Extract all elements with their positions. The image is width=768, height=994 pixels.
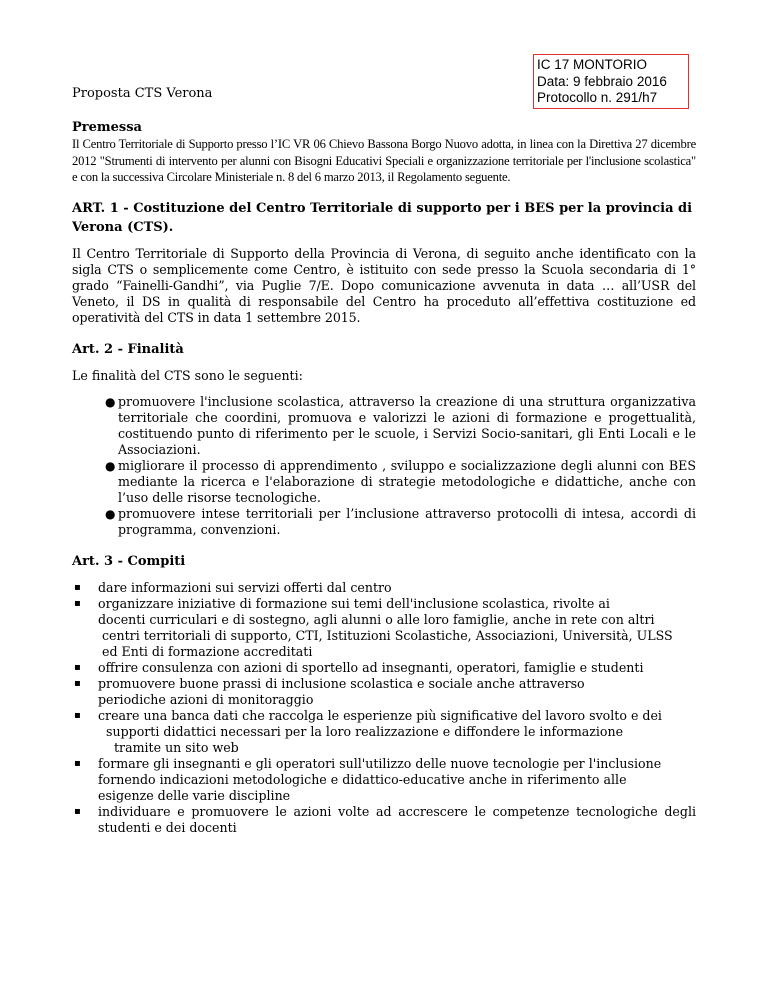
compiti-list (72, 580, 696, 836)
list-item: ▪ dare informazioni sui servizi offerti dal centro (74, 579, 392, 595)
stamp-school: IC 17 MONTORIO (537, 57, 648, 72)
art1-text: Il Centro Territoriale di Supporto della Provincia di Verona, di seguito anche identificato con la sigla CTS o semplicemente come Centro, è istituito con sede presso la Scuola secondaria di 1° grado “Fainelli-Gandhi”, via Puglie 7/E. Dopo comunicazione avvenuta in data … all’USR del Veneto, il DS in qualità di responsabile del Centro ha proceduto all’effettiva costituzione ed operatività del CTS in data 1 settembre 2015. (72, 245, 696, 325)
finalita-list (72, 394, 696, 538)
list-item: ▪ individuare e promuovere le azioni volte ad accrescere le competenze tecnologiche degli studenti e dei docenti (74, 803, 696, 835)
list-item: ▪ creare una banca dati che raccolga le esperienze più significative del lavoro svolto e dei supporti didattici necessari per la loro realizzazione e diffondere le informazione tramite un sito web (74, 707, 662, 755)
bullet-icon: ▪ (74, 757, 81, 769)
list-item: ● promuovere intese territoriali per l’inclusione attraverso protocolli di intesa, accordi di programma, convenzioni. (105, 505, 696, 537)
art3-title: Art. 3 - Compiti (72, 553, 186, 569)
bullet-icon: ▪ (74, 709, 81, 721)
bullet-icon: ▪ (74, 661, 81, 673)
art1-title: ART. 1 - Costituzione del Centro Territoriale di supporto per i BES per la provincia di Verona (CTS). (72, 200, 693, 235)
bullet-icon: ● (105, 458, 116, 473)
list-item: ▪ promuovere buone prassi di inclusione scolastica e sociale anche attraverso periodiche azioni di monitoraggio (74, 675, 585, 707)
proposal-heading: Proposta CTS Verona (72, 86, 213, 101)
bullet-icon: ● (105, 394, 116, 409)
premessa-text: Il Centro Territoriale di Supporto presso l’IC VR 06 Chievo Bassona Borgo Nuovo adotta, in linea con la Direttiva 27 dicembre 2012 "Strumenti di intervento per alunni con Bisogni Educativi Speciali e organizzazione territoriale per l'inclusione scolastica" e con la successiva Circolare Ministeriale n. 8 del 6 marzo 2013, il Regolamento seguente. (72, 137, 696, 184)
protocol-stamp (533, 54, 689, 109)
stamp-protocol: Protocollo n. 291/h7 (537, 90, 658, 105)
bullet-icon: ● (105, 506, 116, 521)
list-item: ▪ formare gli insegnanti e gli operatori sull'utilizzo delle nuove tecnologie per l'inclusione fornendo indicazioni metodologiche e didattico-educative anche in riferimento alle esigenze delle varie discipline (74, 755, 662, 803)
art2-title: Art. 2 - Finalità (72, 341, 184, 357)
stamp-date: Data: 9 febbraio 2016 (537, 73, 667, 89)
bullet-icon: ▪ (74, 805, 81, 817)
bullet-icon: ▪ (74, 581, 81, 593)
art2-intro: Le finalità del CTS sono le seguenti: (72, 367, 303, 383)
bullet-icon: ▪ (74, 597, 81, 609)
list-item: ▪ offrire consulenza con azioni di sportello ad insegnanti, operatori, famiglie e studenti (74, 659, 644, 675)
list-item: ● promuovere l'inclusione scolastica, attraverso la creazione di una struttura organizzativa territoriale che coordini, promuova e valorizzi le azioni di formazione e progettualità, costituendo punto di riferimento per le scuole, i Servizi Socio-sanitari, gli Enti Locali e le Associazioni. (105, 393, 696, 457)
bullet-icon: ▪ (74, 677, 81, 689)
list-item: ▪ organizzare iniziative di formazione sui temi dell'inclusione scolastica, rivolte ai docenti curriculari e di sostegno, agli alunni o alle loro famiglie, anche in rete con altri centri territoriali di supporto, CTI, Istituzioni Scolastiche, Associazioni, Università, ULSS ed Enti di formazione accreditati (74, 595, 673, 659)
premessa-title: Premessa (72, 120, 142, 135)
document-body (72, 120, 696, 836)
list-item: ● migliorare il processo di apprendimento , sviluppo e socializzazione degli alunni con BES mediante la ricerca e l'elaborazione di strategie metodologiche e didattiche, anche con l’uso delle risorse tecnologiche. (105, 457, 696, 505)
